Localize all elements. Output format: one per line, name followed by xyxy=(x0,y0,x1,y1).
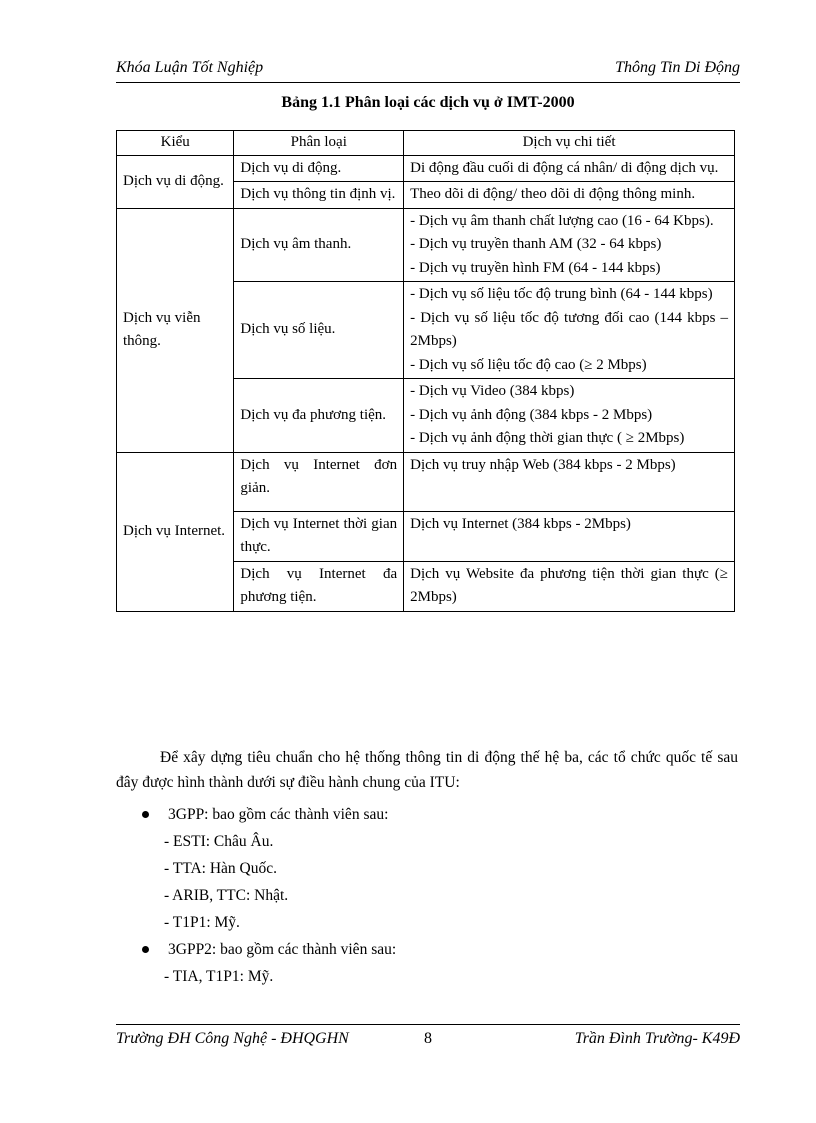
sub-item: - ESTI: Châu Âu. xyxy=(164,833,274,850)
page-footer xyxy=(116,1024,740,1055)
detail-line: - Dịch vụ số liệu tốc độ tương đối cao (144 kbps – 2Mbps) xyxy=(410,309,728,349)
detail-cell xyxy=(404,511,735,561)
kieu-cell: Dịch vụ Internet. xyxy=(117,452,234,611)
list-item xyxy=(140,936,740,963)
detail-line: Di động đầu cuối di động cá nhân/ di động dịch vụ. xyxy=(410,159,719,176)
detail-line: Dịch vụ Website đa phương tiện thời gian thực (≥ 2Mbps) xyxy=(410,565,728,605)
page-header xyxy=(116,56,740,83)
detail-line: - Dịch vụ truyền thanh AM (32 - 64 kbps) xyxy=(410,236,662,252)
list-item-text: 3GPP: bao gồm các thành viên sau: xyxy=(168,806,389,823)
sub-item: - TTA: Hàn Quốc. xyxy=(164,860,277,877)
phan-loai-cell: Dịch vụ Internet đơn giản. xyxy=(234,452,404,511)
kieu-cell: Dịch vụ viễn thông. xyxy=(117,208,234,452)
header-dich-vu-chi-tiet: Dịch vụ chi tiết xyxy=(404,131,735,156)
detail-cell xyxy=(404,282,735,379)
services-table xyxy=(116,130,735,612)
detail-line: Theo dõi di động/ theo dõi di động thông minh. xyxy=(410,186,696,202)
detail-line: - Dịch vụ ảnh động thời gian thực ( ≥ 2Mbps) xyxy=(410,430,685,446)
detail-line: - Dịch vụ số liệu tốc độ trung bình (64 - 144 kbps) xyxy=(410,286,713,302)
table-header-row xyxy=(117,131,735,156)
detail-line: - Dịch vụ Video (384 kbps) xyxy=(410,383,575,399)
header-kieu: Kiểu xyxy=(117,131,234,156)
detail-line: - Dịch vụ truyền hình FM (64 - 144 kbps) xyxy=(410,259,661,276)
header-phan-loai: Phân loại xyxy=(234,131,404,156)
detail-cell xyxy=(404,182,735,209)
detail-cell xyxy=(404,208,735,282)
header-thesis-title: Khóa Luận Tốt Nghiệp xyxy=(116,59,264,76)
phan-loai-cell: Dịch vụ âm thanh. xyxy=(234,208,404,282)
phan-loai-cell: Dịch vụ thông tin định vị. xyxy=(234,182,404,209)
table-row xyxy=(117,155,735,182)
detail-cell xyxy=(404,379,735,453)
detail-line: Dịch vụ Internet (384 kbps - 2Mbps) xyxy=(410,515,631,532)
header-topic: Thông Tin Di Động xyxy=(615,59,740,76)
list-item xyxy=(140,801,740,828)
table-row xyxy=(117,208,735,282)
body-paragraph: Để xây dựng tiêu chuẩn cho hệ thống thông tin di động thế hệ ba, các tổ chức quốc tế sau đây được hình thành dưới sự điều hành chung của ITU: xyxy=(116,749,738,791)
detail-line: - Dịch vụ âm thanh chất lượng cao (16 - 64 Kbps). xyxy=(410,212,714,229)
bullet-icon xyxy=(142,811,149,818)
phan-loai-cell: Dịch vụ Internet thời gian thực. xyxy=(234,511,404,561)
footer-university: Trường ĐH Công Nghệ - ĐHQGHN xyxy=(116,1030,349,1047)
detail-line: - Dịch vụ số liệu tốc độ cao (≥ 2 Mbps) xyxy=(410,356,647,373)
detail-cell xyxy=(404,452,735,511)
detail-cell xyxy=(404,155,735,182)
phan-loai-cell: Dịch vụ Internet đa phương tiện. xyxy=(234,561,404,611)
table-row xyxy=(117,452,735,511)
sub-item: - ARIB, TTC: Nhật. xyxy=(164,887,289,904)
sub-item: - TIA, T1P1: Mỹ. xyxy=(164,968,274,985)
detail-cell xyxy=(404,561,735,611)
page-number: 8 xyxy=(424,1030,432,1047)
phan-loai-cell: Dịch vụ di động. xyxy=(234,155,404,182)
list-item-text: 3GPP2: bao gồm các thành viên sau: xyxy=(168,941,397,958)
bullet-icon xyxy=(142,946,149,953)
detail-line: - Dịch vụ ảnh động (384 kbps - 2 Mbps) xyxy=(410,406,653,423)
detail-line: Dịch vụ truy nhập Web (384 kbps - 2 Mbps) xyxy=(410,456,676,473)
sub-item: - T1P1: Mỹ. xyxy=(164,914,240,931)
phan-loai-cell: Dịch vụ đa phương tiện. xyxy=(234,379,404,453)
kieu-cell: Dịch vụ di động. xyxy=(117,155,234,208)
table-caption: Bảng 1.1 Phân loại các dịch vụ ở IMT-2000 xyxy=(281,94,575,111)
organization-list xyxy=(140,801,740,990)
phan-loai-cell: Dịch vụ số liệu. xyxy=(234,282,404,379)
footer-author: Trần Đình Trường- K49Đ xyxy=(574,1030,740,1047)
